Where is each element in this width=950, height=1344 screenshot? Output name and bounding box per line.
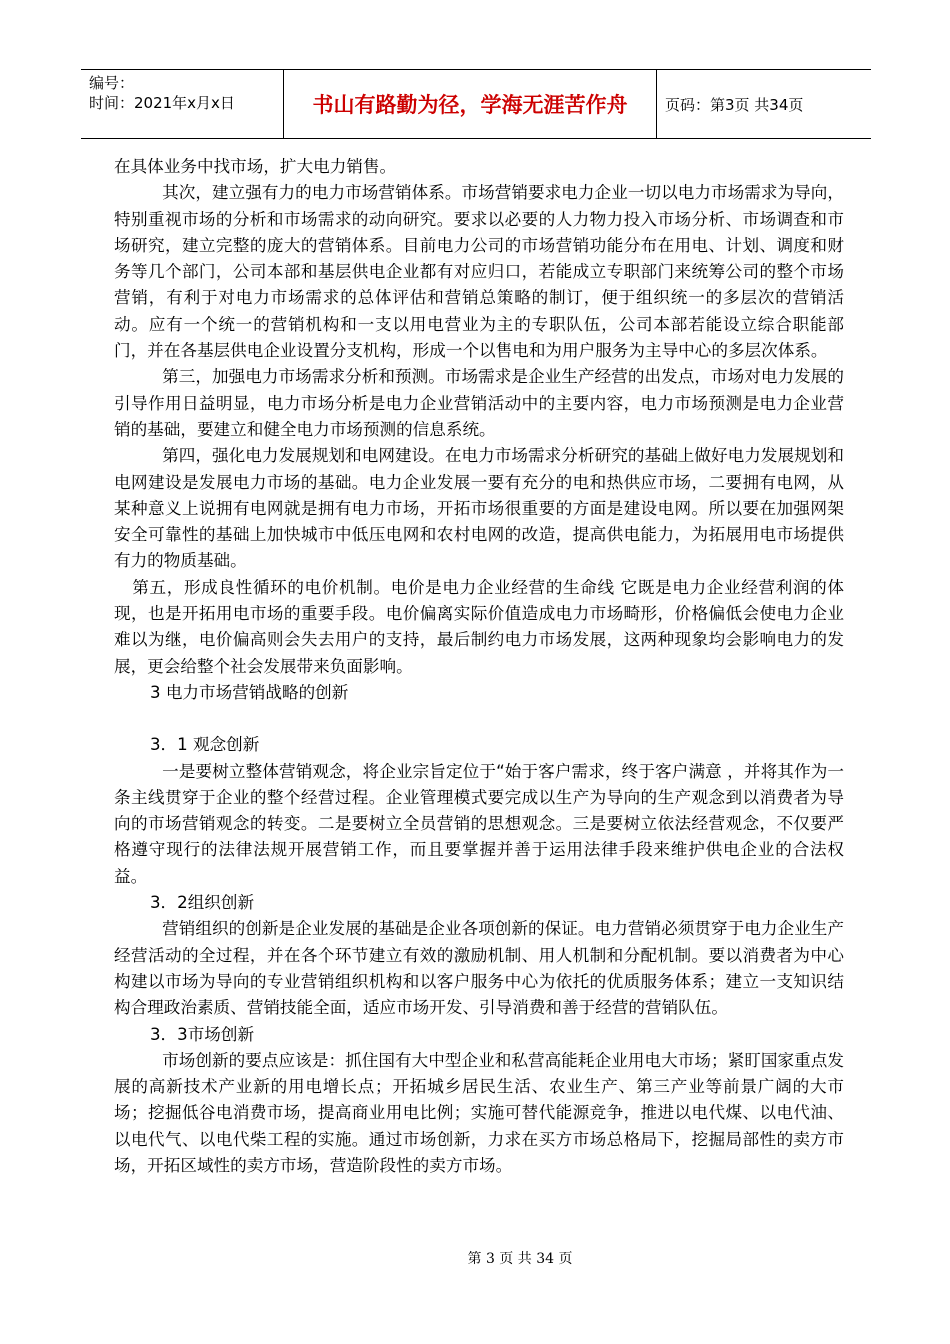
subsection-heading: 3．1 观念创新 — [150, 735, 260, 755]
paragraph: 第四，强化电力发展规划和电网建设。在电力市场需求分析研究的基础上做好电力发展规划和电网建设是发展电力市场的基础。电力企业发展一要有充分的电和热供应市场，二要拥有电网，从某种意义上说拥有电网就是拥有电力市场，开拓市场很重要的方面是建设电网。所以要在加强网架安全可靠性的基础上加快城市中低压电网和农村电网的改造，提高供电能力，为拓展用电市场提供有力的物质基础。 — [114, 446, 844, 571]
document-date: 时间：2021年x月x日 — [89, 94, 235, 112]
paragraph: 第五，形成良性循环的电价机制。电价是电力企业经营的生命线 它既是电力企业经营利润的体现，也是开拓用电市场的重要手段。电价偏离实际价值造成电力市场畸形，价格偏低会使电力企业难以为继，电价偏高则会失去用户的支持，最后制约电力市场发展，这两种现象均会影响电力的发展，更会给整个社会发展带来负面影响。 — [114, 577, 844, 676]
subsection-heading: 3．2组织创新 — [150, 893, 255, 913]
section-heading: 3 电力市场营销战略的创新 — [150, 682, 349, 702]
header-meta — [81, 70, 281, 138]
subsection-heading: 3．3市场创新 — [150, 1024, 255, 1044]
page-footer: 第 3 页 共 34 页 — [467, 1251, 573, 1267]
paragraph: 营销组织的创新是企业发展的基础是企业各项创新的保证。电力营销必须贯穿于电力企业生产经营活动的全过程，并在各个环节建立有效的激励机制、用人机制和分配机制。要以消费者为中心构建以市场为导向的专业营销组织机构和以客户服务中心为依托的优质服务体系；建立一支知识结构合理政治素质、营销技能全面，适应市场开发、引导消费和善于经营的营销队伍。 — [114, 919, 844, 1018]
document-number-label: 编号： — [89, 74, 135, 92]
page-header — [81, 69, 871, 139]
spacer — [114, 706, 844, 732]
header-motto: 书山有路勤为径，学海无涯苦作舟 — [283, 70, 657, 138]
paragraph: 其次，建立强有力的电力市场营销体系。市场营销要求电力企业一切以电力市场需求为导向，特别重视市场的分析和市场需求的动向研究。要求以必要的人力物力投入市场分析、市场调查和市场研究，建立完整的庞大的营销体系。目前电力公司的市场营销功能分布在用电、计划、调度和财务等几个部门，公司本部和基层供电企业都有对应归口，若能成立专职部门来统筹公司的整个市场营销，有利于对电力市场需求的总体评估和营销总策略的制订，便于组织统一的多层次的营销活动。应有一个统一的营销机构和一支以用电营业为主的专职队伍，公司本部若能设立综合职能部门，并在各基层供电企业设置分支机构，形成一个以售电和为用户服务为主导中心的多层次体系。 — [114, 183, 844, 361]
paragraph: 第三，加强电力市场需求分析和预测。市场需求是企业生产经营的出发点，市场对电力发展的引导作用日益明显，电力市场分析是电力企业营销活动中的主要内容，电力市场预测是电力企业营销的基础，要建立和健全电力市场预测的信息系统。 — [114, 367, 844, 439]
paragraph: 一是要树立整体营销观念，将企业宗旨定位于“始于客户需求，终于客户满意 ，并将其作为一条主线贯穿于企业的整个经营过程。企业管理模式要完成以生产为导向的生产观念到以消费者为导向的市场营销观念的转变。二是要树立全员营销的思想观念。三是要树立依法经营观念，不仅要严格遵守现行的法律法规开展营销工作，而且要掌握并善于运用法律手段来维护供电企业的合法权益。 — [114, 761, 844, 886]
paragraph: 在具体业务中找市场，扩大电力销售。 — [114, 157, 397, 176]
paragraph: 市场创新的要点应该是：抓住国有大中型企业和私营高能耗企业用电大市场；紧盯国家重点发展的高新技术产业新的用电增长点；开拓城乡居民生活、农业生产、第三产业等前景广阔的大市场；挖掘低谷电消费市场，提高商业用电比例；实施可替代能源竞争，推进以电代煤、以电代油、以电代气、以电代柴工程的实施。通过市场创新，力求在买方市场总格局下，挖掘局部性的卖方市场，开拓区域性的卖方市场，营造阶段性的卖方市场。 — [114, 1050, 844, 1175]
header-page-info: 页码：第3页 共34页 — [665, 95, 804, 114]
document-body — [114, 154, 844, 1179]
